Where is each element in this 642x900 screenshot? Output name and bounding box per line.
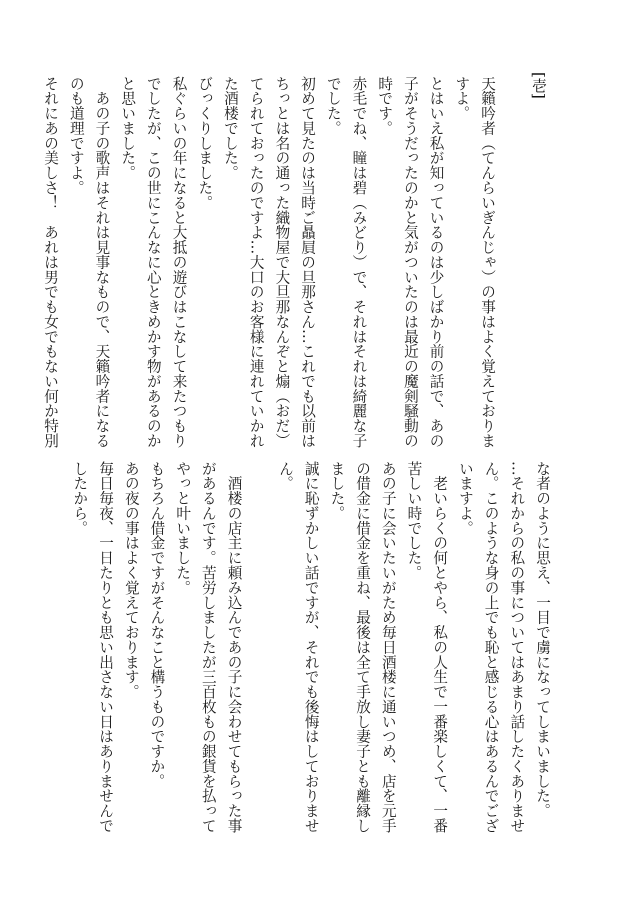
text-line: 私ぐらいの年になると大抵の遊びはこなして来たつもり xyxy=(170,76,188,448)
text-line: た酒楼でした。 xyxy=(221,76,239,181)
text-line: ちっとは名の通った織物屋で大旦那なんぞと煽（おだ） xyxy=(273,76,291,448)
text-line: やっと叶いました。 xyxy=(174,461,192,595)
text-line: とはいえ私が知っているのは少しばかり前の話で、あの xyxy=(427,76,445,448)
text-line: 赤毛でね、瞳は碧（みどり）で、それはそれは綺麗な子 xyxy=(350,76,368,448)
text-line: な者のように思え、一目で虜になってしまいました。 xyxy=(534,461,551,819)
text-line: のも道理ですよ。 xyxy=(67,76,85,196)
text-line: あの夜の事はよく覚えております。 xyxy=(122,461,140,700)
text-line: ました。 xyxy=(328,461,346,521)
text-line: の借金に借金を重ね、最後は全て手放し妻子とも離縁し xyxy=(354,461,372,833)
text-line: したから。 xyxy=(71,461,89,536)
text-line: ん。このような身の上でも恥と感じる心はあるんでござ xyxy=(482,461,500,833)
text-line: びっくりしました。 xyxy=(196,76,214,210)
text-line: それにあの美しさ！ あれは男でも女でもない何か特別 xyxy=(42,76,60,448)
text-line: でしたが、この世にこんなに心ときめかす物があるのか xyxy=(144,76,162,448)
text-line: もちろん借金ですがそんなこと構うものですか。 xyxy=(148,461,166,789)
text-line: …それからの私の事についてはあまり話したくありませ xyxy=(508,461,526,833)
text-line: 誠に恥ずかしい話ですが、それでも後悔はしておりませ xyxy=(302,461,320,833)
text-line: 酒楼の店主に頼み込んであの子に会わせてもらった事 xyxy=(225,461,243,833)
text-line: あの子に会いたいがため毎日酒楼に通いつめ、店を元手 xyxy=(379,461,397,833)
text-line: があるんです。苦労しましたが三百枚もの銀貨を払って xyxy=(199,461,217,833)
text-line: あの子の歌声はそれは見事なもので、天籟吟者になる xyxy=(93,76,111,448)
text-line: 老いらくの何とやら、私の人生で一番楽しくて、一番 xyxy=(431,461,449,833)
text-line: でした。 xyxy=(324,76,342,136)
upper-text-block xyxy=(37,76,500,448)
text-line: 初めて見たのは当時ご贔屓の旦那さん…これでも以前は xyxy=(299,76,317,448)
text-line: すよ。 xyxy=(453,76,471,121)
text-line: いますよ。 xyxy=(456,461,474,536)
text-line: 毎日毎夜、一日たりとも思い出さない日はありませんで xyxy=(97,461,115,833)
blank-line xyxy=(247,461,273,821)
text-line: てられておったのですよ…大口のお客様に連れていかれ xyxy=(247,76,265,448)
text-line: 天籟吟者（てんらいぎんじゃ）の事はよく覚えておりま xyxy=(479,76,496,448)
lower-text-block xyxy=(67,461,555,833)
text-line: 苦しい時でした。 xyxy=(405,461,423,581)
text-line: と思いました。 xyxy=(119,76,137,181)
chapter-mark: [壱] xyxy=(530,72,548,99)
text-line: ん。 xyxy=(276,461,294,491)
text-line: 時です。 xyxy=(376,76,394,136)
text-line: 子がそうだったのかと気がついたのは最近の魔剣騒動の xyxy=(401,76,419,448)
